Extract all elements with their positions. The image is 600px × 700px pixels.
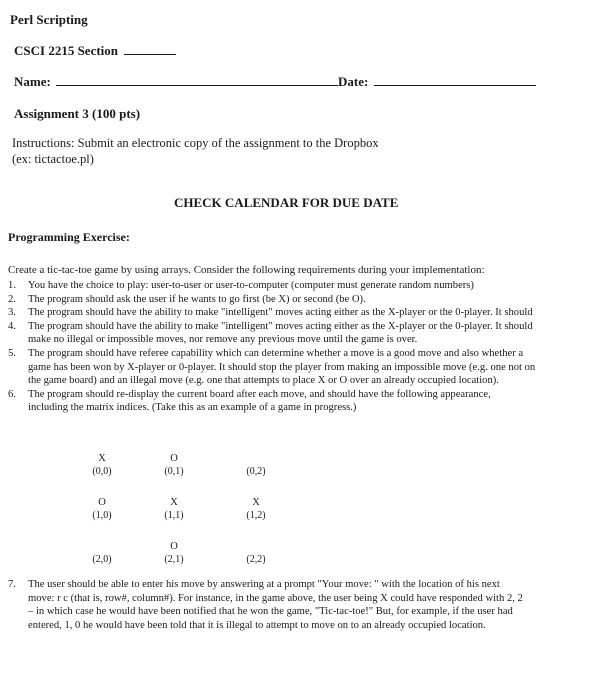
requirement-line: The program should re-display the current board after each move, and should have the following appearance, [28, 388, 491, 400]
date-field [338, 74, 536, 90]
requirement-item [8, 279, 600, 293]
exercise-heading: Programming Exercise: [8, 230, 130, 244]
requirement-item [8, 578, 600, 632]
board-cell [234, 496, 278, 522]
date-label: Date: [338, 74, 369, 89]
requirement-line: the game board) and an illegal move (e.g. one that attempts to place X or O over an already occupied location). [28, 375, 499, 387]
requirement-item [8, 347, 600, 388]
requirement-line: The user should be able to enter his move by answering at a prompt "Your move: " with the location of his next [28, 579, 500, 590]
requirement-line: – in which case he would have been notified that he won the game, "Tic-tac-toe!" But, for example, if the user had [28, 606, 513, 618]
course-title: Perl Scripting [10, 12, 88, 27]
requirement-number: 5. [8, 347, 16, 359]
board-cell-index: (2,1) [164, 554, 184, 565]
requirement-number: 4. [8, 320, 16, 332]
requirement-line: including the matrix indices. (Take this as an example of a game in progress.) [28, 402, 357, 414]
requirement-number: 6. [8, 388, 16, 400]
instructions [12, 135, 379, 167]
board-cell [152, 496, 196, 522]
requirement-number: 2. [8, 293, 16, 305]
requirement-line: The program should ask the user if he wants to go first (be X) or second (be O). [28, 293, 366, 305]
requirement-item [8, 306, 600, 320]
board-cell-index: (1,2) [246, 510, 266, 521]
board-cell-mark: X [252, 497, 260, 508]
board-cell [234, 540, 278, 566]
name-label: Name: [14, 74, 51, 89]
requirement-line: make no illegal or impossible moves, nor remove any previous move until the game is over. [28, 334, 418, 346]
board-cell [80, 496, 124, 522]
board-cell-index: (2,0) [92, 554, 112, 565]
requirement-line: entered, 1, 0 he would have been told that it is illegal to attempt to move on to an already occupied location. [28, 619, 486, 631]
board-cell [80, 540, 124, 566]
instructions-line-1: Instructions: Submit an electronic copy of the assignment to the Dropbox [12, 136, 379, 150]
section-blank [124, 43, 176, 55]
requirement-number: 1. [8, 280, 16, 291]
board-cell-index: (0,1) [164, 466, 184, 477]
name-field [14, 74, 338, 90]
board-cell [152, 452, 196, 478]
requirement-number: 3. [8, 307, 16, 319]
board-cell [80, 452, 124, 478]
requirement-item [8, 293, 600, 307]
board-cell-mark: O [170, 453, 178, 464]
board-cell-index: (0,2) [246, 466, 266, 477]
board-cell-mark [80, 540, 124, 553]
requirement-item [8, 320, 600, 347]
board-cell-mark: X [98, 453, 106, 464]
board-cell-index: (1,1) [164, 510, 184, 521]
exercise-intro: Create a tic-tac-toe game by using arrays. Consider the following requirements during your implementation: [8, 264, 485, 276]
requirement-line: move: r c (that is, row#, column#). For instance, in the game above, the user being X could have responded with 2, 2 [28, 592, 523, 604]
requirements-list [8, 279, 600, 415]
name-blank [56, 74, 338, 86]
requirement-number: 7. [8, 579, 16, 590]
board-cell-mark: X [170, 497, 178, 508]
requirement-item [8, 388, 600, 415]
board-cell [234, 452, 278, 478]
requirement-7 [8, 578, 600, 632]
due-date-notice: CHECK CALENDAR FOR DUE DATE [174, 195, 399, 210]
section-label: CSCI 2215 Section [14, 43, 119, 58]
requirement-line: The program should have the ability to make "intelligent" moves acting either as the X-player or the 0-player. It should [28, 307, 533, 319]
board-cell-index: (1,0) [92, 510, 112, 521]
board-cell-mark [234, 452, 278, 465]
section-field [14, 43, 176, 59]
instructions-line-2: (ex: tictactoe.pl) [12, 152, 94, 166]
board-cell [152, 540, 196, 566]
requirement-line: The program should have referee capability which can determine whether a move is a good move and also whether a [28, 347, 524, 359]
requirement-line: The program should have the ability to make "intelligent" moves acting either as the X-player or the 0-player. It should [28, 320, 533, 332]
board-cell-mark [234, 540, 278, 553]
requirement-line: You have the choice to play: user-to-user or user-to-computer (computer must generate random numbers) [28, 280, 474, 291]
assignment-title: Assignment 3 (100 pts) [14, 106, 141, 121]
requirement-line: game has been won by X-player or 0-player. It should stop the player from making an impossible move (e.g. one not on [28, 361, 536, 373]
board-cell-mark: O [98, 497, 106, 508]
board-cell-index: (0,0) [92, 466, 112, 477]
date-blank [374, 74, 536, 86]
board-cell-index: (2,2) [246, 554, 266, 565]
board-cell-mark: O [170, 541, 178, 552]
